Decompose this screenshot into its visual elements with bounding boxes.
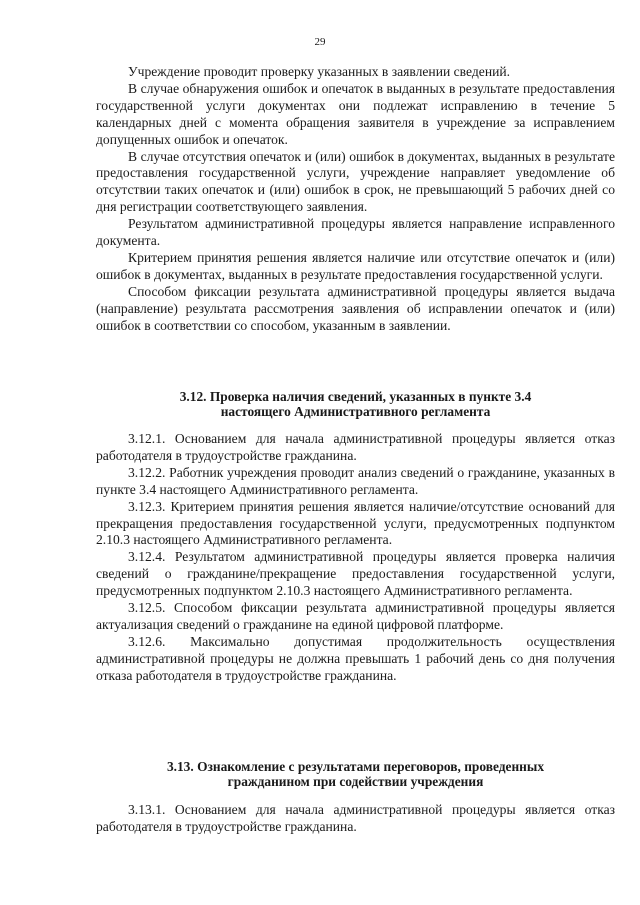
- paragraph: 3.12.5. Способом фиксации результата административной процедуры является актуализация сведений о гражданине на единой цифровой платформе.: [96, 600, 615, 632]
- paragraph: 3.12.2. Работник учреждения проводит анализ сведений о гражданине, указанных в пункте 3.4 настоящего Административного регламента.: [96, 464, 615, 497]
- heading-line: 3.13. Ознакомление с результатами переговоров, проведенных: [166, 759, 545, 774]
- paragraph: В случае обнаружения ошибок и опечаток в выданных в результате предоставления государственной услуги документах они подлежат исправлению в течение 5 календарных дней с момента обращения заявителя в учреждение за исправлением допущенных ошибок и опечаток.: [96, 80, 615, 147]
- page-number: 29: [314, 36, 326, 48]
- paragraph: Критерием принятия решения является наличие или отсутствие опечаток и (или) ошибок в документах, выданных в результате предоставления государственной услуги.: [96, 249, 615, 282]
- paragraph: 3.12.4. Результатом административной процедуры является проверка наличия сведений о гражданине/прекращение предоставления государственной услуги, предусмотренных подпунктом 2.10.3 настоящего Административного регламента.: [96, 549, 615, 599]
- paragraph: Способом фиксации результата административной процедуры является выдача (направление) результата рассмотрения заявления об исправлении опечаток и (или) ошибок в соответствии со способом, указанным в заявлении.: [96, 283, 615, 333]
- section-intro: [96, 64, 615, 335]
- section-heading-3-12: [96, 390, 615, 419]
- section-3-12: [96, 431, 615, 685]
- paragraph: Учреждение проводит проверку указанных в заявлении сведений.: [128, 64, 511, 79]
- paragraph: В случае отсутствия опечаток и (или) ошибок в документах, выданных в результате предоставления государственной услуги, учреждение направляет уведомление об отсутствии таких опечаток и (или) ошибок в срок, не превышающий 5 рабочих дней со дня регистрации соответствующего заявления.: [96, 148, 615, 215]
- heading-line: 3.12. Проверка наличия сведений, указанных в пункте 3.4: [179, 389, 532, 404]
- heading-line: настоящего Административного регламента: [220, 403, 491, 419]
- heading-line: гражданином при содействии учреждения: [227, 773, 484, 789]
- paragraph: Результатом административной процедуры является направление исправленного документа.: [96, 216, 615, 249]
- paragraph: 3.12.1. Основанием для начала административной процедуры является отказ работодателя в трудоустройстве гражданина.: [96, 431, 615, 463]
- paragraph: 3.13.1. Основанием для начала административной процедуры является отказ работодателя в трудоустройстве гражданина.: [96, 802, 615, 834]
- section-3-13: [96, 802, 615, 836]
- section-heading-3-13: [96, 760, 615, 789]
- paragraph: 3.12.3. Критерием принятия решения является наличие/отсутствие оснований для прекращения предоставления государственной услуги, предусмотренных подпунктом 2.10.3 настоящего Административного регламента.: [96, 498, 615, 548]
- paragraph: 3.12.6. Максимально допустимая продолжительность осуществления административной процедуры не должна превышать 1 рабочий день со дня получения отказа работодателя в трудоустройстве гражданина.: [96, 633, 615, 683]
